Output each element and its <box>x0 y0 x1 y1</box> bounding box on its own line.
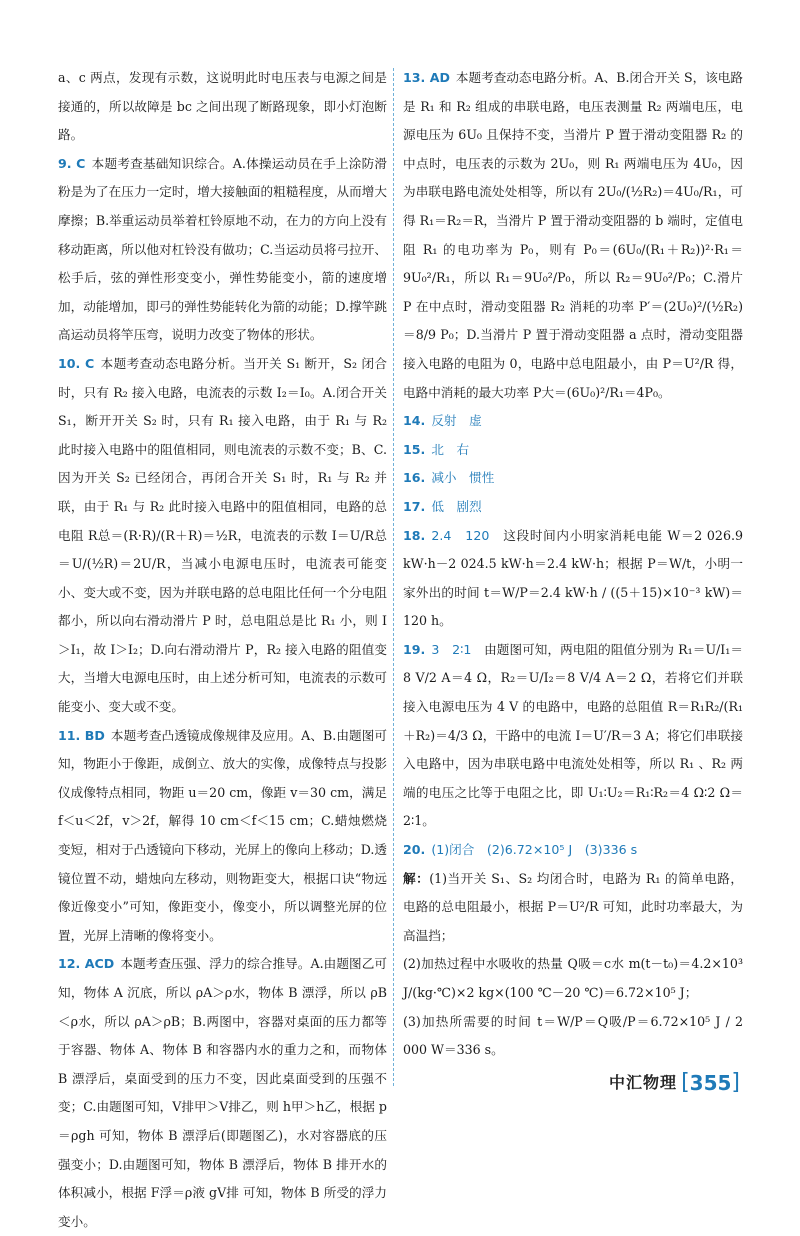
paragraph-q9: 9. C 本题考查基础知识综合。A.体操运动员在手上涂防滑粉是为了在压力一定时，增大接触面的粗糙程度，从而增大摩擦；B.举重运动员举着杠铃原地不动，在力的方向上没有移动距离，所以他对杠铃没有做功；C.当运动员将弓拉开、松手后，弦的弹性形变变小，弹性势能变小，箭的速度增加，动能增加，即弓的弹性势能转化为箭的动能；D.撑竿跳高运动员将竿压弯，说明力改变了物体的形状。 <box>58 155 387 343</box>
paragraph-q8-tail: a、c 两点，发现有示数，这说明此时电压表与电源之间是接通的，所以故障是 bc 之间出现了断路现象，即小灯泡断路。 <box>58 70 387 143</box>
paragraph-q13: 13. AD 本题考查动态电路分析。A、B.闭合开关 S，该电路是 R₁ 和 R₂ 组成的串联电路，电压表测量 R₂ 两端电压，电源电压为 6U₀ 且保持不变，当滑片 P 置于滑动变阻器 R₂ 的中点时，电压表的示数为 2U₀，则 R₁ 两端电压为 4U₀，因为串联电路电流处处相等，所以有 2U₀/(½R₂)＝4U₀/R₁，可得 R₁＝R₂＝R，当滑片 P 置于滑动变阻器的 b 端时，定值电阻 R₁ 的电功率为 P₀，则有 P₀＝(6U₀/(R₁＋R₂))²·R₁＝9U₀²/R₁，所以 R₁＝9U₀²/P₀，所以 R₂＝9U₀²/P₀；C.滑片 P 在中点时，滑动变阻器 R₂ 消耗的功率 P′＝(2U₀)²/(½R₂)＝8/9 P₀；D.当滑片 P 置于滑动变阻器 a 点时，滑动变阻器接入电路的电阻为 0，电路中总电阻最小，由 P＝U²/R 得，电路中消耗的最大功率 P大＝(6U₀)²/R₁＝4P₀。 <box>403 70 743 400</box>
footer-bracket-left: [ <box>681 1069 690 1095</box>
answer-q16: 16. 减小 惯性 <box>403 470 495 486</box>
footer-bracket-right: ] <box>731 1069 740 1095</box>
solution-q20-part3: (3)加热所需要的时间 t＝W/P＝Q吸/P＝6.72×10⁵ J / 2 000 W＝336 s。 <box>403 1013 743 1058</box>
answer-q15: 15. 北 右 <box>403 441 470 457</box>
answer-q14: 14. 反射 虚 <box>403 413 482 429</box>
right-column <box>403 64 743 1065</box>
paragraph-q18: 18. 2.4 120 这段时间内小明家消耗电能 W＝2 026.9 kW·h－2 024.5 kW·h＝2.4 kW·h；根据 P＝W/t，小明一家外出的时间 t＝W/P＝2.4 kW·h / ((5＋15)×10⁻³ kW)＝120 h。 <box>403 527 743 629</box>
paragraph-q11: 11. BD 本题考查凸透镜成像规律及应用。A、B.由题图可知，物距小于像距，成倒立、放大的实像，成像特点与投影仪成像特点相同，物距 u＝20 cm，像距 v＝30 cm，满足 f＜u＜2f，v＞2f，解得 10 cm＜f＜15 cm；C.蜡烛燃烧变短，相对于凸透镜向下移动，光屏上的像向上移动；D.透镜位置不动，蜡烛向左移动，则物距变大，根据口诀“物远像近像变小”可知，像距变小，像变小，所以调整光屏的位置，光屏上清晰的像将变小。 <box>58 727 387 943</box>
paragraph-q19: 19. 3 2∶1 由题图可知，两电阻的阻值分别为 R₁＝U/I₁＝8 V/2 A＝4 Ω，R₂＝U/I₂＝8 V/4 A＝2 Ω，若将它们并联接入电源电压为 4 V 的电路中，电路的总阻值 R＝R₁R₂/(R₁＋R₂)＝4/3 Ω，干路中的电流 I＝U′/R＝3 A；将它们串联接入电路中，因为串联电路中电流处处相等，所以 R₁ 、R₂ 两端的电压之比等于电阻之比，即 U₁∶U₂＝R₁∶R₂＝4 Ω∶2 Ω＝2∶1。 <box>403 641 743 829</box>
page-footer <box>609 1068 740 1098</box>
column-divider <box>393 68 394 1086</box>
paragraph-q12: 12. ACD 本题考查压强、浮力的综合推导。A.由题图乙可知，物体 A 沉底，所以 ρA＞ρ水，物体 B 漂浮，所以 ρB＜ρ水，所以 ρA＞ρB；B.两图中，容器对桌面的压力都等于容器、物体 A、物体 B 和容器内水的重力之和，而物体 B 漂浮后，桌面受到的压力不变，因此桌面受到的压强不变；C.由题图可知，V排甲＞V排乙，则 h甲＞h乙，根据 p＝ρgh 可知，物体 B 漂浮后(即题图乙)，水对容器底的压强变小；D.由题图可知，物体 B 漂浮后，物体 B 排开水的体积减小，根据 F浮＝ρ液 gV排 可知，物体 B 所受的浮力变小。 <box>58 956 387 1229</box>
solution-q20-part2: (2)加热过程中水吸收的热量 Q吸＝c水 m(t－t₀)＝4.2×10³ J/(kg·℃)×2 kg×(100 ℃－20 ℃)＝6.72×10⁵ J； <box>403 956 743 1000</box>
solution-q20-part1: 解：(1)当开关 S₁、S₂ 均闭合时，电路为 R₁ 的简单电路，电路的总电阻最小，根据 P＝U²/R 可知，此时功率最大，为高温挡； <box>403 870 743 943</box>
answer-q20: 20. (1)闭合 (2)6.72×10⁵ J (3)336 s <box>403 842 638 858</box>
answer-q17: 17. 低 剧烈 <box>403 498 482 514</box>
footer-subject: 中汇物理 <box>609 1072 678 1092</box>
page-number: 355 <box>689 1070 732 1095</box>
left-column <box>58 64 387 1236</box>
paragraph-q10: 10. C 本题考查动态电路分析。当开关 S₁ 断开，S₂ 闭合时，只有 R₂ 接入电路，电流表的示数 I₂＝I₀。A.闭合开关 S₁，断开开关 S₂ 时，只有 R₁ 接入电路，由于 R₁ 与 R₂ 此时接入电路中的阻值相同，则电流表的示数不变；B、C.因为开关 S₂ 已经闭合，再闭合开关 S₁ 时，R₁ 与 R₂ 并联，由于 R₁ 与 R₂ 此时接入电路中的阻值相同，电路的总电阻 R总＝(R·R)/(R＋R)＝½R，电流表的示数 I＝U/R总＝U/(½R)＝2U/R，当减小电源电压时，电流表可能变小、变大或不变，因为并联电路的总电阻比任何一个分电阻都小，所以向右滑动滑片 P 时，总电阻总是比 R₁ 小，则 I＞I₁，故 I＞I₂；D.向右滑动滑片 P，R₂ 接入电路的阻值变大，当增大电源电压时，由上述分析可知，电流表的示数可能变小、变大或不变。 <box>58 355 387 715</box>
